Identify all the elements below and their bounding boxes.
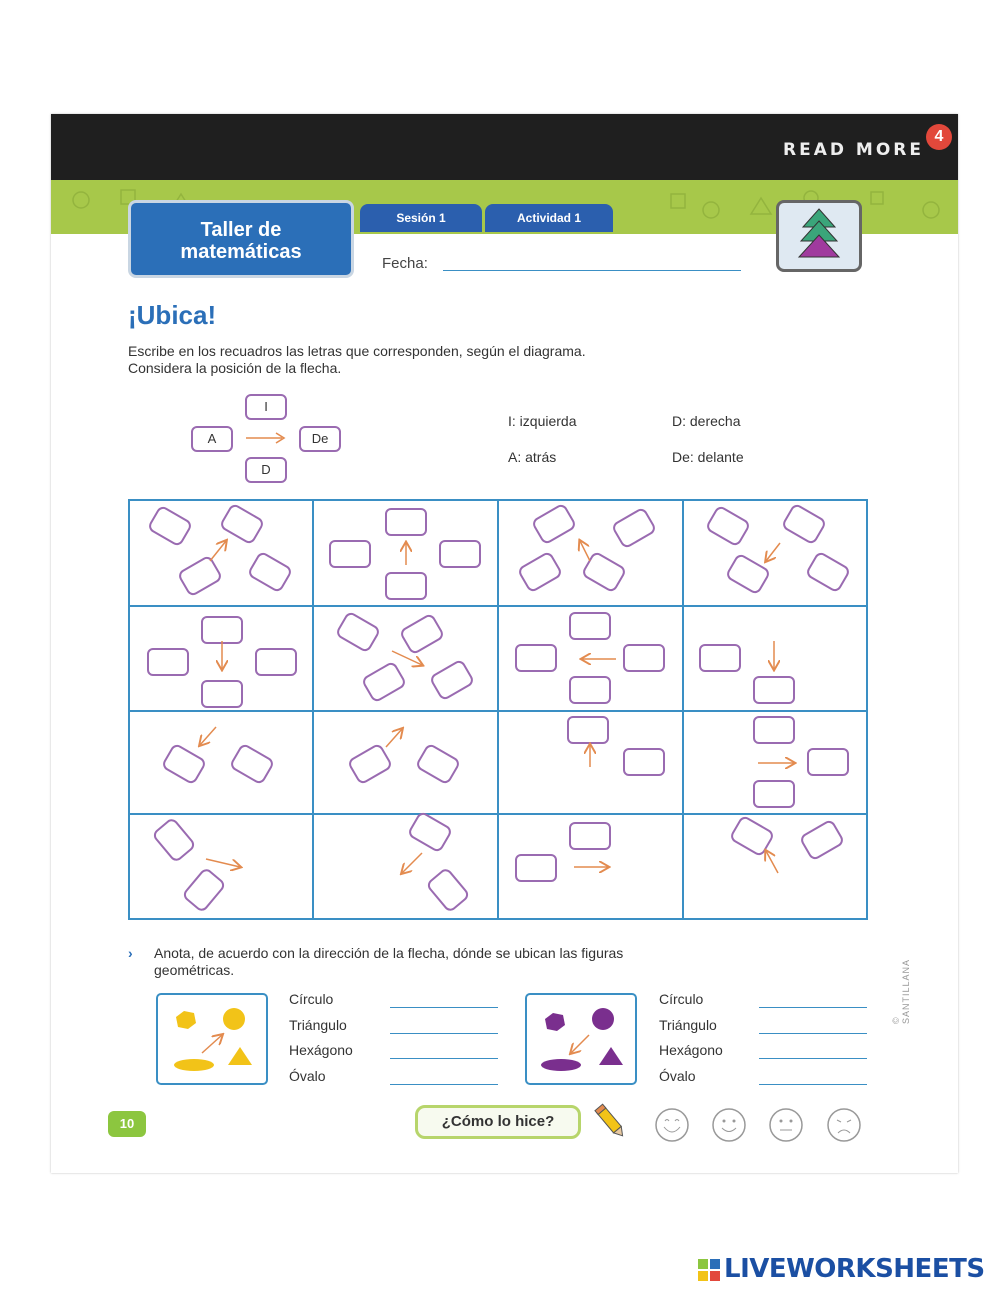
copyright: © SANTILLANA [891,958,911,1024]
label-triangulo-2: Triángulo [659,1017,717,1033]
tab-sesion: Sesión 1 [360,204,482,232]
instructions-line2: Considera la posición de la flecha. [128,360,342,376]
section-title: ¡Ubica! [128,300,217,330]
diagram-arrow-icon [244,430,290,446]
happy-face-icon[interactable] [711,1107,747,1143]
oval-icon [541,1059,581,1071]
label-ovalo-1: Óvalo [289,1068,326,1084]
triangle-icon [599,1047,623,1065]
page-number: 10 [108,1111,146,1137]
answer-triangulo-1[interactable] [390,1033,498,1034]
title-line1: Taller de [200,219,282,241]
exercise-grid-drawing [130,501,866,918]
fecha-field[interactable] [443,270,741,271]
oval-icon [174,1059,214,1071]
diagram-box-top: I [245,394,287,420]
shapes-box-purple [525,993,637,1085]
read-more-label[interactable]: READ MORE [783,140,924,160]
answer-hexagono-1[interactable] [390,1058,498,1059]
answer-circulo-1[interactable] [390,1007,498,1008]
worksheet-page [51,114,958,1173]
neutral-face-icon[interactable] [768,1107,804,1143]
label-ovalo-2: Óvalo [659,1068,696,1084]
read-more-badge: 4 [926,124,952,150]
answer-hexagono-2[interactable] [759,1058,867,1059]
answer-circulo-2[interactable] [759,1007,867,1008]
liveworksheets-brand[interactable]: LIVEWORKSHEETS [724,1254,985,1284]
answer-ovalo-1[interactable] [390,1084,498,1085]
hexagon-icon [545,1013,565,1031]
tree-logo-icon [776,200,862,272]
label-hexagono-1: Hexágono [289,1042,353,1058]
workshop-title-box [128,200,354,278]
purple-shapes-drawing [527,995,635,1083]
circle-icon [223,1008,245,1030]
como-lo-hice-label: ¿Cómo lo hice? [415,1105,581,1139]
diagram-box-bottom: D [245,457,287,483]
circle-icon [592,1008,614,1030]
label-hexagono-2: Hexágono [659,1042,723,1058]
top-bar [51,114,958,180]
instructions-line1: Escribe en los recuadros las letras que corresponden, según el diagrama. [128,343,586,359]
liveworksheets-logo-icon [698,1259,720,1281]
answer-ovalo-2[interactable] [759,1084,867,1085]
instructions [128,343,808,377]
answer-triangulo-2[interactable] [759,1033,867,1034]
hexagon-icon [176,1011,196,1029]
title-line2: matemáticas [180,241,302,263]
very-happy-face-icon[interactable] [654,1107,690,1143]
shapes-box-yellow [156,993,268,1085]
tab-actividad: Actividad 1 [485,204,613,232]
diagram-box-left: A [191,426,233,452]
triangle-icon [228,1047,252,1065]
label-circulo-2: Círculo [659,991,704,1007]
question-2-line2: geométricas. [154,962,235,978]
legend-a: A: atrás [508,449,557,465]
question-2-line1: Anota, de acuerdo con la dirección de la flecha, dónde se ubican las figuras [154,945,624,961]
label-triangulo-1: Triángulo [289,1017,347,1033]
chevron-right-icon: › [128,945,133,961]
sad-face-icon[interactable] [826,1107,862,1143]
legend-d: D: derecha [672,413,741,429]
yellow-shapes-drawing [158,995,266,1083]
label-circulo-1: Círculo [289,991,334,1007]
question-2 [128,945,828,979]
pencil-icon [593,1102,629,1142]
diagram-box-right: De [299,426,341,452]
legend-i: I: izquierda [508,413,577,429]
legend-de: De: delante [672,449,744,465]
fecha-label: Fecha: [382,255,428,272]
exercise-grid [128,499,868,920]
